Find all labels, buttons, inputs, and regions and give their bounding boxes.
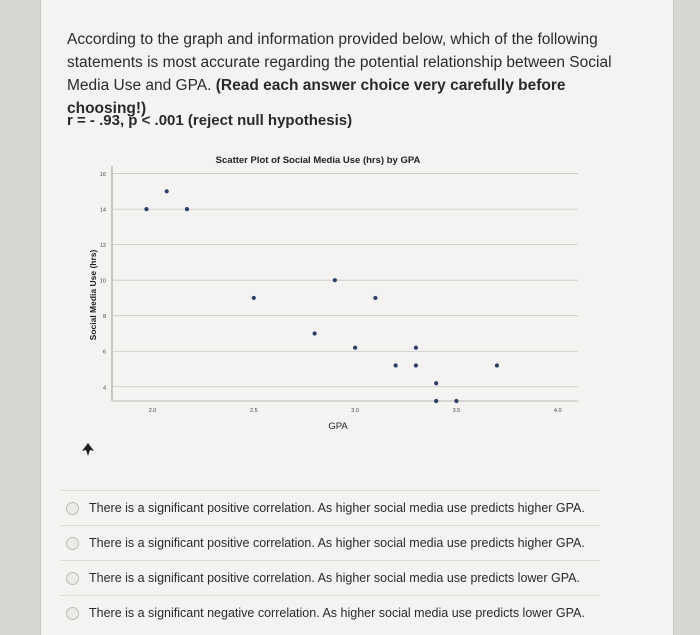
answer-option-4[interactable] (60, 595, 600, 630)
scatter-point (165, 189, 169, 193)
scatter-point (373, 296, 377, 300)
scatter-point (144, 207, 148, 211)
y-tick-label: 14 (99, 207, 106, 214)
chart-title: Scatter Plot of Social Media Use (hrs) by GPA (215, 155, 421, 166)
scatter-point (313, 331, 317, 335)
x-tick-label: 2.5 (249, 408, 258, 414)
radio-button[interactable] (66, 607, 79, 620)
option-label: There is a significant positive correlation. As higher social media use predicts higher GPA. (89, 536, 585, 550)
y-tick-label: 12 (99, 243, 106, 250)
question-emphasis: (Read each answer choice very carefully before choosing!) (67, 77, 566, 117)
x-tick-label: 2.0 (148, 408, 157, 414)
radio-button[interactable] (66, 537, 79, 550)
scatter-point (353, 346, 357, 350)
answer-option-1[interactable] (60, 490, 600, 525)
y-tick-label: 10 (99, 278, 106, 285)
scatter-point (414, 346, 418, 350)
y-tick-label: 4 (102, 385, 106, 392)
x-tick-label: 3.5 (452, 408, 461, 414)
x-axis-label: GPA (328, 421, 348, 432)
question-body: According to the graph and information provided below, which of the following statements is most accurate regarding the potential relationship between Social Media Use and GPA. (67, 31, 612, 94)
scatter-point (252, 296, 256, 300)
radio-button[interactable] (66, 572, 79, 585)
scatter-point (185, 207, 189, 211)
answer-option-2[interactable] (60, 525, 600, 560)
answer-options (60, 490, 600, 630)
correlation-stat: r = - .93, p < .001 (reject null hypothesis) (67, 112, 353, 129)
x-tick-label: 3.0 (351, 408, 359, 414)
scatter-point (414, 363, 418, 367)
scatter-point (495, 363, 499, 367)
radio-button[interactable] (66, 502, 79, 515)
x-tick-label: 4.0 (553, 408, 562, 414)
y-tick-label: 6 (102, 349, 106, 356)
answer-option-3[interactable] (60, 560, 600, 595)
scatter-point (394, 363, 398, 367)
scatter-point (434, 381, 438, 385)
y-tick-label: 8 (102, 314, 106, 321)
scatter-point (434, 399, 438, 403)
option-label: There is a significant negative correlation. As higher social media use predicts lower GPA. (89, 606, 585, 620)
option-label: There is a significant positive correlation. As higher social media use predicts lower GPA. (89, 571, 580, 585)
option-label: There is a significant positive correlation. As higher social media use predicts higher GPA. (89, 501, 585, 515)
scatter-point (454, 399, 458, 403)
scatter-point (333, 278, 337, 282)
y-axis-label: Social Media Use (hrs) (88, 249, 98, 341)
cursor-arrow-icon (82, 443, 94, 457)
y-tick-label: 16 (99, 172, 106, 179)
